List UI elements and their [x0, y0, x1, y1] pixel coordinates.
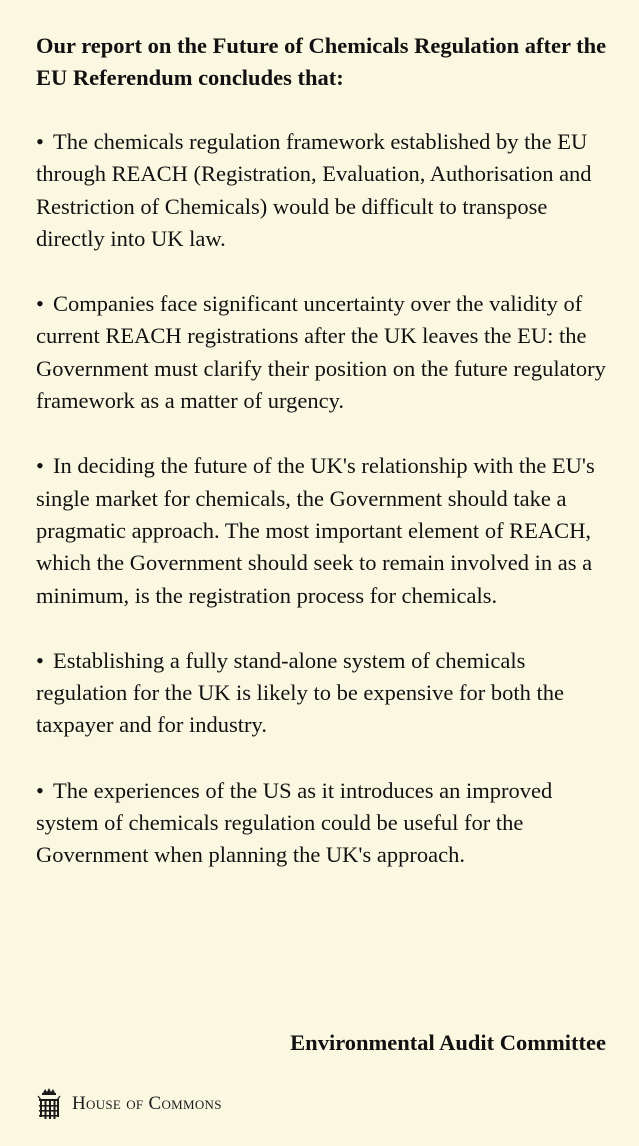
conclusion-text: Establishing a fully stand-alone system of chemicals regulation for the UK is likely to be expensive for both the taxpayer and for industry. [36, 647, 564, 738]
list-item [36, 288, 616, 417]
conclusion-text: The chemicals regulation framework established by the EU through REACH (Registration, Evaluation, Authorisation and Restriction of Chemicals) would be difficult to transpose directly into UK law. [36, 129, 592, 251]
conclusions-list [36, 126, 616, 905]
committee-signature: Environmental Audit Committee [290, 1030, 606, 1055]
list-item [36, 450, 616, 611]
organisation-name: House of Commons [72, 1093, 222, 1114]
bullet-icon: • [36, 453, 44, 479]
list-item [36, 775, 616, 872]
portcullis-icon [34, 1087, 64, 1121]
conclusion-text: Companies face significant uncertainty over the validity of current REACH registrations after the UK leaves the EU: the Government must clarify their position on the future regulatory framework as a matter of urgency. [36, 291, 606, 414]
list-item [36, 126, 616, 255]
bullet-icon: • [36, 647, 44, 673]
page-title: Our report on the Future of Chemicals Regulation after the EU Referendum concludes that: [36, 33, 607, 90]
list-item [36, 645, 616, 742]
bullet-icon: • [36, 129, 44, 154]
conclusion-text: In deciding the future of the UK's relationship with the EU's single market for chemicals, the Government should take a pragmatic approach. The most important element of REACH, which the Government should seek to remain involved in as a minimum, is the registration process for chemicals. [36, 453, 595, 608]
conclusion-text: The experiences of the US as it introduces an improved system of chemicals regulation could be useful for the Government when planning the UK's approach. [36, 777, 553, 868]
footer-logo [34, 1086, 222, 1122]
bullet-icon: • [36, 291, 44, 317]
bullet-icon: • [36, 777, 44, 803]
